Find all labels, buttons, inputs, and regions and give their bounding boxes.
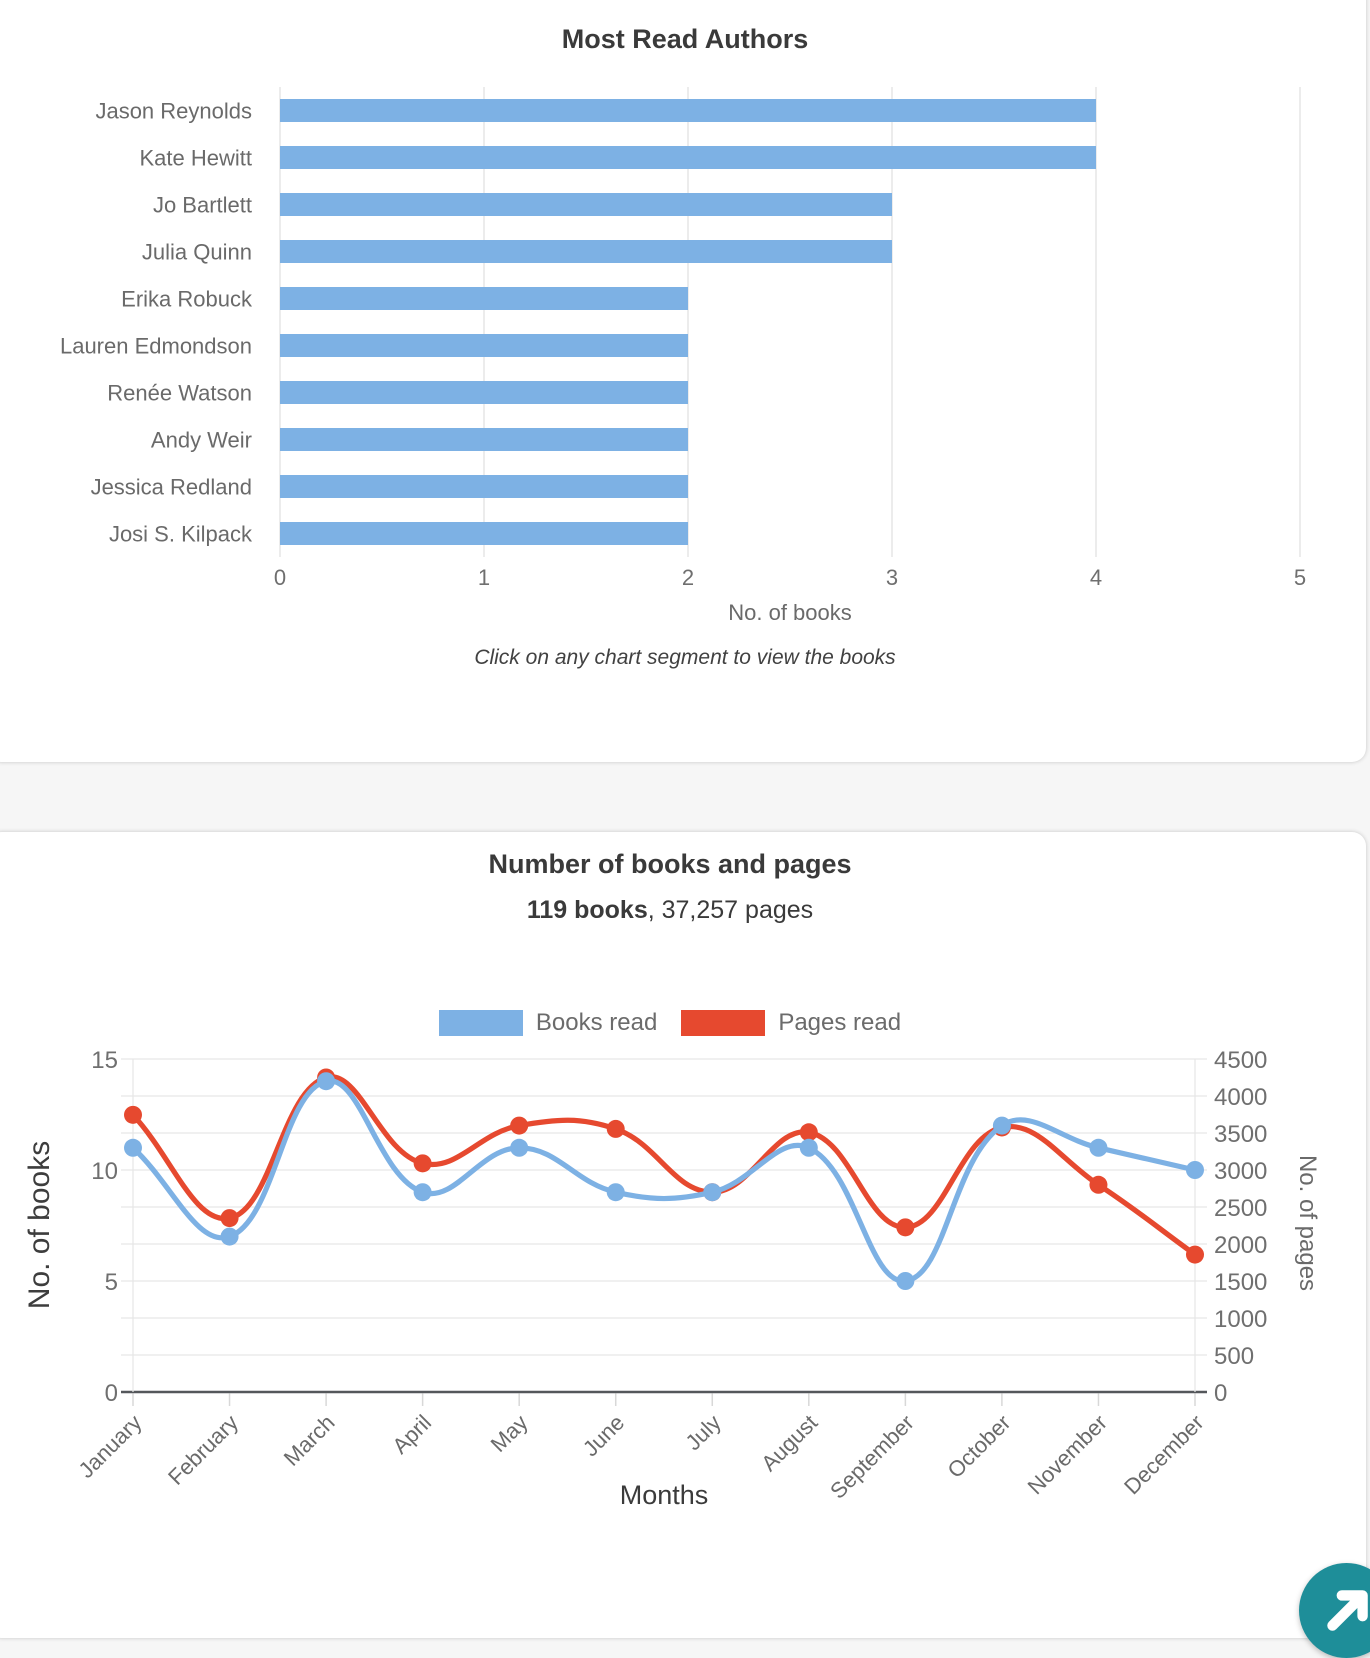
data-point[interactable] (703, 1183, 721, 1201)
data-point[interactable] (510, 1139, 528, 1157)
data-point[interactable] (1186, 1161, 1204, 1179)
data-point[interactable] (221, 1209, 239, 1227)
right-axis-tick: 4000 (1214, 1084, 1267, 1111)
month-tick-label: January (74, 1410, 147, 1483)
bar-category-label: Lauren Edmondson (60, 334, 252, 359)
right-axis-tick: 2500 (1214, 1195, 1267, 1222)
svg-text:0: 0 (274, 565, 286, 590)
bar-5[interactable] (280, 334, 688, 357)
left-axis-tick: 10 (91, 1158, 118, 1185)
right-axis-tick: 0 (1214, 1380, 1227, 1407)
bar-category-label: Andy Weir (151, 428, 252, 453)
legend-label-books-read: Books read (536, 1009, 657, 1037)
month-tick-label: September (825, 1410, 919, 1504)
bar-category-label: Josi S. Kilpack (109, 522, 253, 547)
right-axis-tick: 1500 (1214, 1269, 1267, 1296)
data-point[interactable] (896, 1218, 914, 1236)
right-y-axis-title: No. of pages (1294, 1155, 1321, 1291)
month-tick-label: March (279, 1410, 340, 1471)
data-point[interactable] (1089, 1139, 1107, 1157)
chart-hint-text: Click on any chart segment to view the books (0, 646, 1370, 670)
svg-text:3: 3 (886, 565, 898, 590)
data-point[interactable] (1089, 1176, 1107, 1194)
pages-read-swatch (681, 1010, 765, 1036)
data-point[interactable] (221, 1228, 239, 1246)
bar-x-axis-label: No. of books (728, 600, 852, 625)
left-axis-tick: 0 (105, 1380, 118, 1407)
data-point[interactable] (993, 1117, 1011, 1135)
line-chart-subtitle (0, 896, 1340, 925)
month-tick-label: October (942, 1410, 1015, 1483)
chart-legend (0, 1009, 1340, 1037)
data-point[interactable] (896, 1272, 914, 1290)
data-point[interactable] (607, 1183, 625, 1201)
left-y-axis-title: No. of books (23, 1141, 56, 1309)
month-tick-label: July (680, 1410, 725, 1455)
month-tick-label: June (578, 1410, 629, 1461)
left-axis-tick: 15 (91, 1047, 118, 1074)
svg-text:1: 1 (478, 565, 490, 590)
bar-7[interactable] (280, 428, 688, 451)
bar-0[interactable] (280, 99, 1096, 122)
month-tick-label: December (1119, 1410, 1208, 1499)
svg-text:4: 4 (1090, 565, 1102, 590)
bar-1[interactable] (280, 146, 1096, 169)
books-read-swatch (439, 1010, 523, 1036)
line-chart-title: Number of books and pages (0, 849, 1340, 880)
right-axis-tick: 2000 (1214, 1232, 1267, 1259)
bar-category-label: Kate Hewitt (140, 146, 253, 171)
bar-2[interactable] (280, 193, 892, 216)
bar-category-label: Jason Reynolds (95, 99, 252, 124)
right-axis-tick: 4500 (1214, 1047, 1267, 1074)
right-axis-tick: 500 (1214, 1343, 1254, 1370)
month-tick-label: November (1023, 1410, 1112, 1499)
total-pages-count: , 37,257 pages (648, 896, 813, 924)
legend-item-pages-read[interactable] (681, 1009, 901, 1037)
arrow-up-right-icon (1320, 1584, 1370, 1638)
right-axis-tick: 1000 (1214, 1306, 1267, 1333)
left-axis-tick: 5 (105, 1269, 118, 1296)
total-books-count: 119 books (527, 896, 648, 924)
month-tick-label: August (756, 1410, 822, 1476)
bar-chart-title: Most Read Authors (0, 24, 1370, 55)
data-point[interactable] (800, 1139, 818, 1157)
bar-9[interactable] (280, 522, 688, 545)
data-point[interactable] (607, 1120, 625, 1138)
svg-text:5: 5 (1294, 565, 1306, 590)
bar-category-label: Jo Bartlett (153, 193, 252, 218)
month-tick-label: April (387, 1410, 436, 1459)
data-point[interactable] (124, 1106, 142, 1124)
right-axis-tick: 3500 (1214, 1121, 1267, 1148)
data-point[interactable] (510, 1117, 528, 1135)
legend-item-books-read[interactable] (439, 1009, 657, 1037)
monthly-stats-card (0, 832, 1366, 1638)
data-point[interactable] (414, 1154, 432, 1172)
legend-label-pages-read: Pages read (778, 1009, 901, 1037)
bar-8[interactable] (280, 475, 688, 498)
bar-category-label: Jessica Redland (91, 475, 252, 500)
right-axis-tick: 3000 (1214, 1158, 1267, 1185)
data-point[interactable] (1186, 1246, 1204, 1264)
data-point[interactable] (124, 1139, 142, 1157)
x-axis-title-months: Months (0, 1480, 1328, 1511)
data-point[interactable] (414, 1183, 432, 1201)
month-tick-label: May (486, 1410, 533, 1457)
data-point[interactable] (317, 1072, 335, 1090)
month-tick-label: February (163, 1410, 243, 1490)
svg-text:2: 2 (682, 565, 694, 590)
bar-3[interactable] (280, 240, 892, 263)
bar-4[interactable] (280, 287, 688, 310)
bar-category-label: Erika Robuck (121, 287, 253, 312)
bar-category-label: Renée Watson (107, 381, 252, 406)
bar-category-label: Julia Quinn (142, 240, 252, 265)
data-point[interactable] (800, 1123, 818, 1141)
bar-6[interactable] (280, 381, 688, 404)
